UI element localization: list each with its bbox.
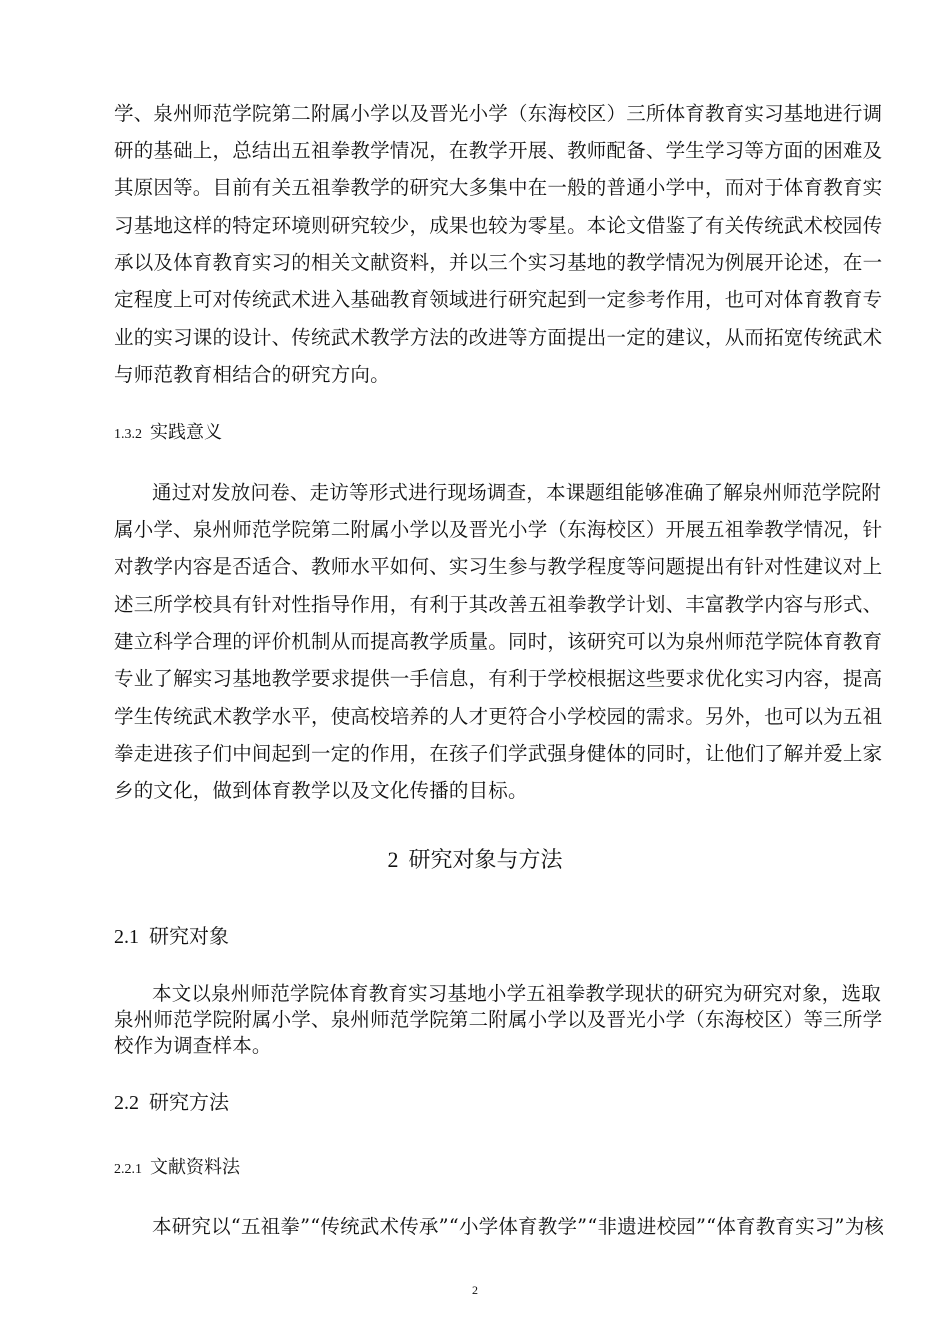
section-heading-2-1 xyxy=(114,920,229,949)
text-line: 校作为调查样本。 xyxy=(114,1034,272,1057)
section-number: 2.1 xyxy=(114,926,139,948)
text-line: 述三所学校具有针对性指导作用，有利于其改善五祖拳教学计划、丰富教学内容与形式、 xyxy=(114,593,883,616)
text-line: 专业了解实习基地教学要求提供一手信息，有利于学校根据这些要求优化实习内容，提高 xyxy=(114,667,883,690)
text-line: 学生传统武术教学水平，使高校培养的人才更符合小学校园的需求。另外，也可以为五祖 xyxy=(114,705,883,728)
text-line: 承以及体育教育实习的相关文献资料，并以三个实习基地的教学情况为例展开论述，在一 xyxy=(114,251,883,274)
heading-title: 实践意义 xyxy=(150,422,222,443)
text-line: 本研究以“五祖拳”“传统武术传承”“小学体育教学”“非遗进校园”“体育教育实习”为核 xyxy=(152,1215,885,1238)
text-line: 习基地这样的特定环境则研究较少，成果也较为零星。本论文借鉴了有关传统武术校园传 xyxy=(114,214,883,237)
text-line: 业的实习课的设计、传统武术教学方法的改进等方面提出一定的建议，从而拓宽传统武术 xyxy=(114,326,883,349)
page-number: 2 xyxy=(472,1283,478,1297)
text-line: 建立科学合理的评价机制从而提高教学质量。同时，该研究可以为泉州师范学院体育教育 xyxy=(114,630,883,653)
text-line: 通过对发放问卷、走访等形式进行现场调查，本课题组能够准确了解泉州师范学院附 xyxy=(152,481,881,504)
chapter-title: 研究对象与方法 xyxy=(408,848,563,873)
text-line: 乡的文化，做到体育教学以及文化传播的目标。 xyxy=(114,779,528,802)
subsection-heading-2-2-1 xyxy=(114,1153,240,1179)
heading-number: 2.2.1 xyxy=(114,1162,142,1177)
section-heading-2-2 xyxy=(114,1086,229,1115)
subsection-heading-1-3-2 xyxy=(114,418,222,444)
section-title: 研究方法 xyxy=(149,1090,229,1114)
chapter-heading-2 xyxy=(0,843,950,874)
text-line: 与师范教育相结合的研究方向。 xyxy=(114,363,390,386)
text-line: 泉州师范学院附属小学、泉州师范学院第二附属小学以及晋光小学（东海校区）等三所学 xyxy=(114,1008,883,1031)
text-line: 本文以泉州师范学院体育教育实习基地小学五祖拳教学现状的研究为研究对象，选取 xyxy=(152,982,881,1005)
section-title: 研究对象 xyxy=(149,924,229,948)
text-line: 拳走进孩子们中间起到一定的作用，在孩子们学武强身健体的同时，让他们了解并爱上家 xyxy=(114,742,883,765)
chapter-number: 2 xyxy=(387,847,399,872)
text-line: 属小学、泉州师范学院第二附属小学以及晋光小学（东海校区）开展五祖拳教学情况，针 xyxy=(114,518,883,541)
heading-number: 1.3.2 xyxy=(114,427,142,442)
section-number: 2.2 xyxy=(114,1092,139,1114)
text-line: 研的基础上，总结出五祖拳教学情况，在教学开展、教师配备、学生学习等方面的困难及 xyxy=(114,139,883,162)
heading-title: 文献资料法 xyxy=(150,1157,240,1178)
text-line: 定程度上可对传统武术进入基础教育领域进行研究起到一定参考作用，也可对体育教育专 xyxy=(114,288,883,311)
text-line: 对教学内容是否适合、教师水平如何、实习生参与教学程度等问题提出有针对性建议对上 xyxy=(114,555,883,578)
text-line: 学、泉州师范学院第二附属小学以及晋光小学（东海校区）三所体育教育实习基地进行调 xyxy=(114,102,883,125)
text-line: 其原因等。目前有关五祖拳教学的研究大多集中在一般的普通小学中，而对于体育教育实 xyxy=(114,176,883,199)
